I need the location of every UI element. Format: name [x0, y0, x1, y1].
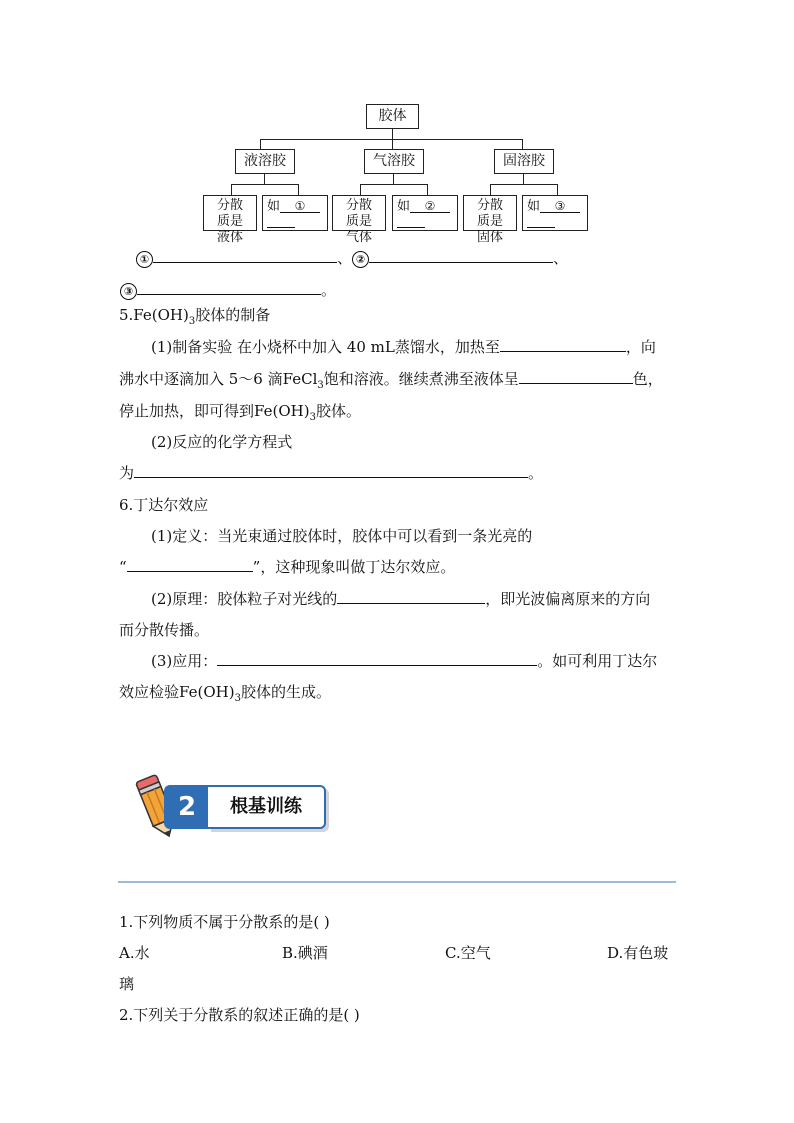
text: (3)应用： [151, 652, 218, 670]
tree-connector [557, 184, 558, 195]
text: ，向 [625, 338, 656, 356]
banner-title: 根基训练 [230, 796, 302, 817]
tree-leaf-liquid-example [262, 195, 328, 231]
s5-p2: (2)反应的化学方程式 [151, 433, 293, 451]
text: 胶体的生成。 [240, 683, 331, 701]
s5-p1-line1 [151, 337, 656, 357]
question-1-option-d-wrap: 璃 [119, 975, 135, 993]
text: (1)制备实验 在小烧杯中加入 40 mL蒸馏水，加热至 [151, 338, 500, 356]
answer-blank-1[interactable] [153, 248, 337, 263]
s5-p1-line3 [119, 401, 361, 421]
tree-connector [522, 139, 523, 149]
subscript: 3 [317, 380, 324, 391]
tree-root: 胶体 [366, 104, 419, 129]
tree-leaf-liquid-dispersant: 分散质是液体 [203, 195, 257, 231]
s5-p2-line2 [119, 463, 543, 483]
blank-line [397, 215, 425, 228]
blank-marker: ① [280, 200, 320, 213]
answer-blank-2[interactable] [369, 248, 553, 263]
banner-number: 2 [177, 792, 197, 822]
tree-connector [360, 184, 428, 185]
tree-node-solid: 固溶胶 [494, 149, 554, 174]
example-prefix: 如 [527, 199, 541, 214]
tree-connector [264, 174, 265, 184]
text: 停止加热，即可得到Fe(OH) [119, 402, 310, 420]
tree-connector [260, 139, 261, 149]
marker-3: ③ [120, 283, 137, 300]
section-banner [128, 772, 333, 840]
marker-1: ① [136, 251, 153, 268]
question-1-option-b[interactable]: B.碘酒 [282, 944, 328, 962]
blank-equation[interactable] [134, 463, 528, 478]
s6-p1-line2 [119, 557, 455, 577]
question-1-option-c[interactable]: C.空气 [445, 944, 491, 962]
blank-line [527, 215, 555, 228]
text: ”，这种现象叫做丁达尔效应。 [252, 558, 456, 576]
blank-boiling[interactable] [500, 337, 626, 352]
tree-connector [231, 184, 299, 185]
answer-blank-3[interactable] [137, 280, 321, 295]
blank-color[interactable] [519, 369, 633, 384]
answer-row-1 [136, 248, 568, 268]
tree-leaf-solid-dispersant: 分散质是固体 [463, 195, 517, 231]
s5-p1-line2 [119, 369, 663, 389]
blank-marker: ② [410, 200, 450, 213]
text: 效应检验Fe(OH) [119, 683, 235, 701]
text: 。如可利用丁达尔 [537, 652, 658, 670]
example-prefix: 如 [397, 199, 411, 214]
tree-connector [392, 129, 393, 139]
tree-connector [393, 174, 394, 184]
tree-leaf-gas-dispersant: 分散质是气体 [332, 195, 386, 231]
example-prefix: 如 [267, 199, 281, 214]
subscript: 3 [234, 693, 241, 704]
subscript: 3 [188, 316, 196, 327]
tree-connector [490, 184, 558, 185]
tree-connector [427, 184, 428, 195]
answer-row-2 [120, 280, 336, 300]
question-2-stem: 2.下列关于分散系的叙述正确的是( ) [119, 1006, 360, 1024]
heading-text: 5.Fe(OH) [119, 306, 189, 324]
blank-scattering[interactable] [337, 589, 485, 604]
tree-node-gas: 气溶胶 [364, 149, 424, 174]
subscript: 3 [309, 412, 316, 423]
marker-2: ② [352, 251, 369, 268]
text: “ [119, 558, 127, 576]
question-1-stem: 1.下列物质不属于分散系的是( ) [119, 913, 330, 931]
text: 胶体。 [315, 402, 361, 420]
blank-application[interactable] [217, 651, 537, 666]
blank-line [267, 215, 295, 228]
tree-connector [360, 184, 361, 195]
heading-text: 胶体的制备 [195, 306, 271, 324]
s6-p2-line2: 而分散传播。 [119, 621, 210, 639]
s6-p1: (1)定义：当光束通过胶体时，胶体中可以看到一条光亮的 [151, 527, 533, 545]
text: 色， [632, 370, 663, 388]
section-6-heading: 6.丁达尔效应 [119, 496, 209, 514]
divider-rule [118, 881, 676, 883]
text: 。 [528, 464, 544, 482]
s6-p2 [151, 589, 650, 609]
question-1-option-d[interactable]: D.有色玻 [607, 944, 669, 962]
separator: 、 [337, 249, 353, 267]
tree-leaf-gas-example [392, 195, 458, 231]
text: 沸水中逐滴加入 5～6 滴FeCl [119, 370, 318, 388]
s6-p3 [151, 651, 657, 671]
tree-connector [490, 184, 491, 195]
tree-connector [231, 184, 232, 195]
blank-pathway[interactable] [127, 557, 253, 572]
text: (2)原理：胶体粒子对光线的 [151, 590, 338, 608]
period: 。 [321, 281, 337, 299]
tree-connector [523, 174, 524, 184]
tree-connector [298, 184, 299, 195]
text: ，即光波偏离原来的方向 [485, 590, 651, 608]
tree-leaf-solid-example [522, 195, 588, 231]
text: 饱和溶液。继续煮沸至液体呈 [323, 370, 519, 388]
blank-marker: ③ [540, 200, 580, 213]
question-1-option-a[interactable]: A.水 [119, 944, 150, 962]
s6-p3-line2 [119, 682, 331, 702]
section-5-heading [119, 305, 270, 325]
separator: 、 [553, 249, 569, 267]
text: 为 [119, 464, 135, 482]
tree-connector [392, 139, 393, 149]
tree-node-liquid: 液溶胶 [235, 149, 295, 174]
